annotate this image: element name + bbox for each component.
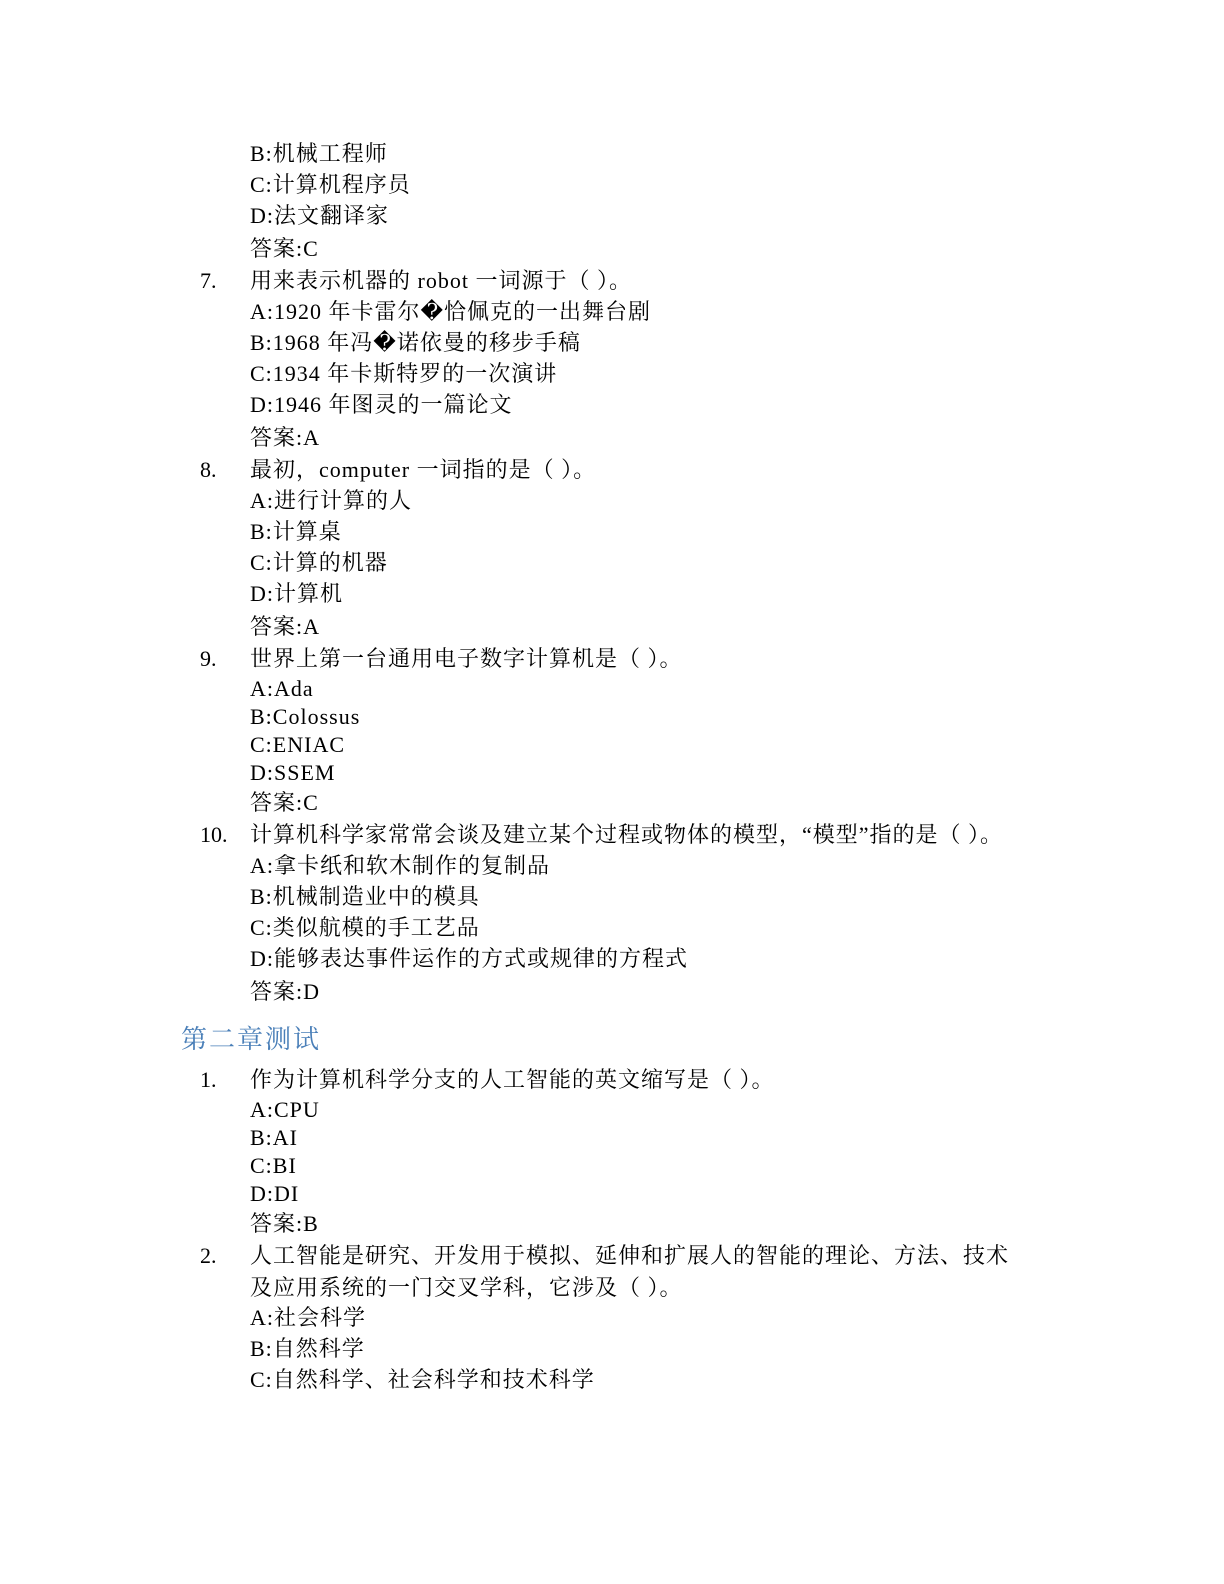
answer-text: 答案:C	[250, 236, 319, 261]
option-text: D:计算机	[250, 581, 344, 606]
option-text: D:SSEM	[250, 760, 336, 785]
option-text: D:DI	[250, 1181, 300, 1206]
answer-text: 答案:B	[250, 1211, 319, 1236]
answer-text: 答案:A	[250, 614, 321, 639]
option-text: C:计算机程序员	[250, 172, 411, 197]
question-text: 作为计算机科学分支的人工智能的英文缩写是（ ）。	[250, 1067, 775, 1092]
option-text: B:1968 年冯�诺依曼的移步手稿	[250, 330, 581, 355]
question-text: 人工智能是研究、开发用于模拟、延伸和扩展人的智能的理论、方法、技术	[250, 1243, 1010, 1268]
option-text: A:拿卡纸和软木制作的复制品	[250, 853, 551, 878]
question-text: 最初，computer 一词指的是（ ）。	[250, 457, 597, 482]
option-text: A:Ada	[250, 676, 314, 701]
answer-text: 答案:C	[250, 790, 319, 815]
section-heading: 第二章测试	[181, 1025, 322, 1054]
option-text: D:法文翻译家	[250, 203, 390, 228]
option-text: C:BI	[250, 1153, 297, 1178]
option-text: D:1946 年图灵的一篇论文	[250, 392, 513, 417]
answer-text: 答案:D	[250, 979, 321, 1004]
question-number: 1.	[200, 1067, 217, 1092]
option-text: C:计算的机器	[250, 550, 388, 575]
option-text: C:自然科学、社会科学和技术科学	[250, 1367, 595, 1392]
option-text: B:Colossus	[250, 704, 361, 729]
option-text: B:自然科学	[250, 1336, 365, 1361]
question-number: 7.	[200, 268, 217, 293]
option-text: A:进行计算的人	[250, 488, 413, 513]
question-number: 10.	[200, 822, 228, 847]
option-text: C:ENIAC	[250, 732, 345, 757]
option-text: C:类似航模的手工艺品	[250, 915, 480, 940]
question-number: 9.	[200, 646, 217, 671]
option-text: A:社会科学	[250, 1305, 367, 1330]
option-text: B:AI	[250, 1125, 298, 1150]
question-text-continued: 及应用系统的一门交叉学科，它涉及（ ）。	[250, 1275, 683, 1300]
option-text: B:计算桌	[250, 519, 342, 544]
option-text: B:机械工程师	[250, 141, 388, 166]
answer-text: 答案:A	[250, 425, 321, 450]
question-number: 8.	[200, 457, 217, 482]
question-text: 用来表示机器的 robot 一词源于（ ）。	[250, 268, 632, 293]
option-text: B:机械制造业中的模具	[250, 884, 480, 909]
option-text: C:1934 年卡斯特罗的一次演讲	[250, 361, 558, 386]
option-text: A:1920 年卡雷尔�恰佩克的一出舞台剧	[250, 299, 652, 324]
option-text: D:能够表达事件运作的方式或规律的方程式	[250, 946, 689, 971]
option-text: A:CPU	[250, 1097, 320, 1122]
question-text: 世界上第一台通用电子数字计算机是（ ）。	[250, 646, 683, 671]
question-text: 计算机科学家常常会谈及建立某个过程或物体的模型，“模型”指的是（ ）。	[250, 822, 1004, 847]
question-number: 2.	[200, 1243, 217, 1268]
